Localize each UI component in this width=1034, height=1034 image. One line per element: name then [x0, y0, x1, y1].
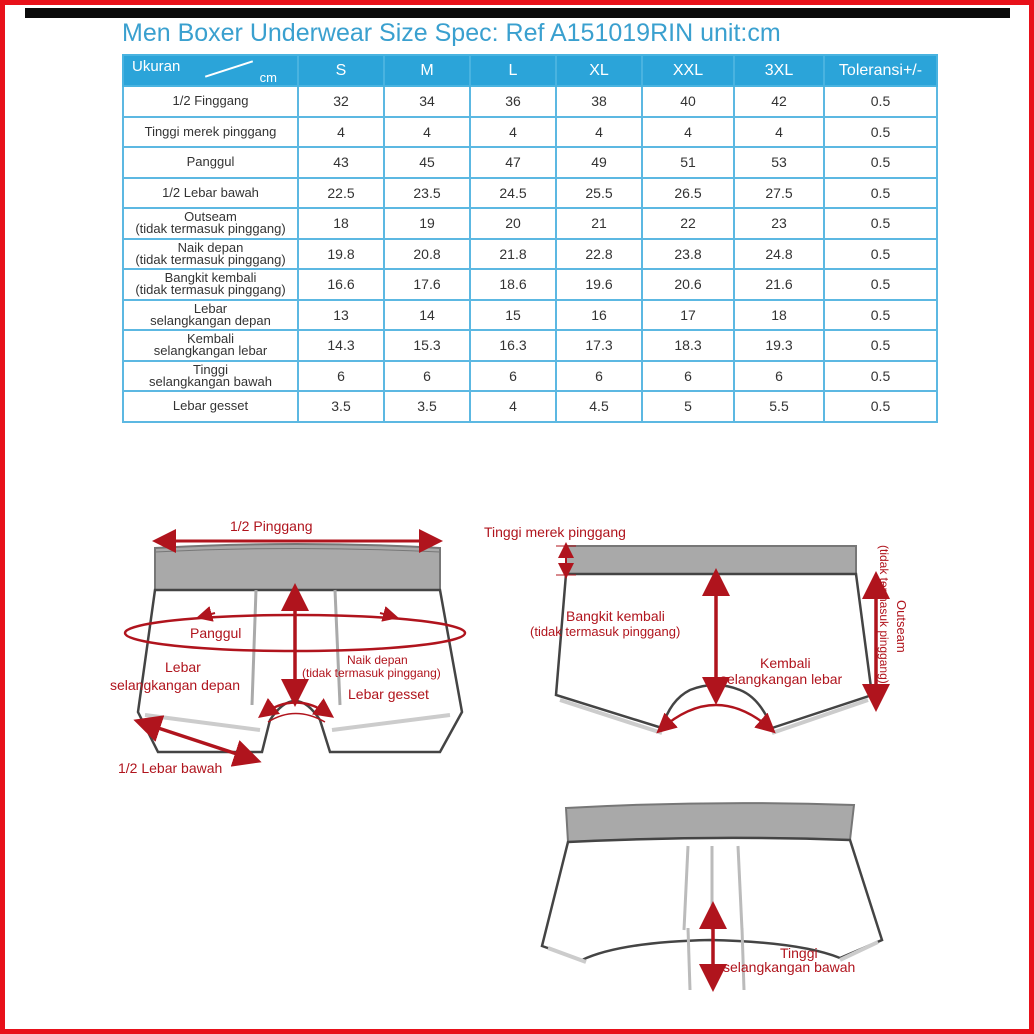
corner-label-ukuran: Ukuran — [132, 58, 181, 75]
value-cell-xl: 49 — [556, 147, 642, 178]
value-cell-xl: 22.8 — [556, 239, 642, 270]
value-cell-xl: 6 — [556, 361, 642, 392]
value-cell-s: 32 — [298, 86, 384, 117]
row-label-line-1: Kembali — [187, 331, 234, 347]
value-cell-xxl: 22 — [642, 208, 734, 239]
value-cell-xxl: 5 — [642, 391, 734, 422]
label-back-rise-1: Bangkit kembali — [566, 608, 665, 624]
tolerance-header: Toleransi+/- — [824, 55, 937, 86]
value-cell-s: 14.3 — [298, 330, 384, 361]
page-title: Men Boxer Underwear Size Spec: Ref A151019RIN unit:cm — [122, 19, 781, 47]
value-cell-l: 16.3 — [470, 330, 556, 361]
label-half-waist: 1/2 Pinggang — [230, 518, 313, 534]
value-cell-xxl: 6 — [642, 361, 734, 392]
label-outseam-2: (tidak termasuk pinggang) — [877, 545, 891, 684]
value-cell-xxl: 51 — [642, 147, 734, 178]
value-cell-xxl: 26.5 — [642, 178, 734, 209]
value-cell-s: 3.5 — [298, 391, 384, 422]
value-cell-s: 16.6 — [298, 269, 384, 300]
value-cell-xl: 21 — [556, 208, 642, 239]
value-cell-s: 43 — [298, 147, 384, 178]
value-cell-3xl: 42 — [734, 86, 824, 117]
value-cell-xl: 16 — [556, 300, 642, 331]
value-cell-m: 19 — [384, 208, 470, 239]
value-cell-l: 18.6 — [470, 269, 556, 300]
value-cell-m: 34 — [384, 86, 470, 117]
value-cell-l: 4 — [470, 117, 556, 148]
value-cell-m: 14 — [384, 300, 470, 331]
value-cell-m: 4 — [384, 117, 470, 148]
value-cell-l: 20 — [470, 208, 556, 239]
label-front-crotch-width-1: Lebar — [165, 659, 201, 675]
value-cell-3xl: 23 — [734, 208, 824, 239]
value-cell-s: 19.8 — [298, 239, 384, 270]
value-cell-m: 15.3 — [384, 330, 470, 361]
row-label-line-2: selangkangan bawah — [149, 373, 272, 389]
row-label-line-1: Tinggi — [193, 361, 228, 377]
tolerance-cell: 0.5 — [824, 178, 937, 209]
row-label-line-1: Naik depan — [177, 239, 244, 255]
row-label-line-1: Lebar — [193, 300, 228, 316]
value-cell-3xl: 18 — [734, 300, 824, 331]
value-cell-3xl: 21.6 — [734, 269, 824, 300]
value-cell-l: 15 — [470, 300, 556, 331]
value-cell-s: 6 — [298, 361, 384, 392]
value-cell-xxl: 17 — [642, 300, 734, 331]
value-cell-l: 21.8 — [470, 239, 556, 270]
row-label-line-1: Tinggi merek pinggang — [144, 123, 277, 139]
value-cell-xl: 19.6 — [556, 269, 642, 300]
label-front-rise-1: Naik depan — [347, 653, 408, 667]
value-cell-xl: 4 — [556, 117, 642, 148]
value-cell-m: 6 — [384, 361, 470, 392]
value-cell-xl: 38 — [556, 86, 642, 117]
tolerance-cell: 0.5 — [824, 361, 937, 392]
row-label-line-1: 1/2 Lebar bawah — [162, 184, 259, 200]
value-cell-xl: 17.3 — [556, 330, 642, 361]
value-cell-l: 24.5 — [470, 178, 556, 209]
row-label-line-2: selangkangan depan — [150, 312, 271, 328]
label-crotch-height-1: Tinggi — [780, 945, 818, 961]
value-cell-3xl: 6 — [734, 361, 824, 392]
label-front-crotch-width-2: selangkangan depan — [110, 677, 241, 693]
value-cell-l: 36 — [470, 86, 556, 117]
tolerance-cell: 0.5 — [824, 117, 937, 148]
value-cell-3xl: 4 — [734, 117, 824, 148]
tolerance-cell: 0.5 — [824, 147, 937, 178]
value-cell-s: 18 — [298, 208, 384, 239]
value-cell-xxl: 18.3 — [642, 330, 734, 361]
value-cell-l: 4 — [470, 391, 556, 422]
row-label-line-2: (tidak termasuk pinggang) — [135, 251, 286, 267]
value-cell-s: 13 — [298, 300, 384, 331]
row-label-line-1: 1/2 Finggang — [172, 93, 249, 109]
corner-label-cm: cm — [259, 70, 277, 85]
label-back-crotch-width-1: Kembali — [760, 655, 811, 671]
tolerance-cell: 0.5 — [824, 391, 937, 422]
value-cell-xl: 25.5 — [556, 178, 642, 209]
value-cell-xxl: 40 — [642, 86, 734, 117]
label-half-bottom-width: 1/2 Lebar bawah — [118, 760, 223, 776]
label-waist-brand-height: Tinggi merek pinggang — [484, 524, 626, 540]
label-back-rise-2: (tidak termasuk pinggang) — [530, 624, 681, 639]
value-cell-3xl: 19.3 — [734, 330, 824, 361]
value-cell-xl: 4.5 — [556, 391, 642, 422]
value-cell-m: 17.6 — [384, 269, 470, 300]
tolerance-cell: 0.5 — [824, 330, 937, 361]
size-header-3xl: 3XL — [734, 55, 824, 86]
value-cell-3xl: 24.8 — [734, 239, 824, 270]
value-cell-m: 23.5 — [384, 178, 470, 209]
label-gusset-width: Lebar gesset — [348, 686, 429, 702]
label-outseam-1: Outseam — [894, 600, 909, 653]
value-cell-s: 4 — [298, 117, 384, 148]
row-label-line-1: Panggul — [186, 154, 235, 170]
label-hip: Panggul — [190, 625, 242, 641]
value-cell-xxl: 20.6 — [642, 269, 734, 300]
tolerance-cell: 0.5 — [824, 239, 937, 270]
value-cell-m: 3.5 — [384, 391, 470, 422]
value-cell-3xl: 5.5 — [734, 391, 824, 422]
value-cell-l: 6 — [470, 361, 556, 392]
tolerance-cell: 0.5 — [824, 300, 937, 331]
value-cell-3xl: 27.5 — [734, 178, 824, 209]
label-crotch-height-2: selangkangan bawah — [723, 959, 856, 975]
label-back-crotch-width-2: selangkangan lebar — [720, 671, 843, 687]
row-label-line-2: (tidak termasuk pinggang) — [135, 221, 286, 237]
size-header-xl: XL — [556, 55, 642, 86]
label-front-rise-2: (tidak termasuk pinggang) — [302, 666, 441, 680]
value-cell-l: 47 — [470, 147, 556, 178]
size-header-m: M — [384, 55, 470, 86]
tolerance-cell: 0.5 — [824, 269, 937, 300]
row-label-line-2: (tidak termasuk pinggang) — [135, 282, 286, 298]
row-label-line-1: Bangkit kembali — [164, 270, 257, 286]
value-cell-xxl: 23.8 — [642, 239, 734, 270]
value-cell-3xl: 53 — [734, 147, 824, 178]
tolerance-cell: 0.5 — [824, 86, 937, 117]
size-header-s: S — [298, 55, 384, 86]
value-cell-xxl: 4 — [642, 117, 734, 148]
row-label-line-1: Lebar gesset — [172, 398, 249, 414]
size-header-xxl: XXL — [642, 55, 734, 86]
row-label-line-1: Outseam — [184, 209, 237, 225]
value-cell-m: 45 — [384, 147, 470, 178]
value-cell-m: 20.8 — [384, 239, 470, 270]
size-header-l: L — [470, 55, 556, 86]
row-label-line-2: selangkangan lebar — [153, 343, 268, 359]
tolerance-cell: 0.5 — [824, 208, 937, 239]
value-cell-s: 22.5 — [298, 178, 384, 209]
